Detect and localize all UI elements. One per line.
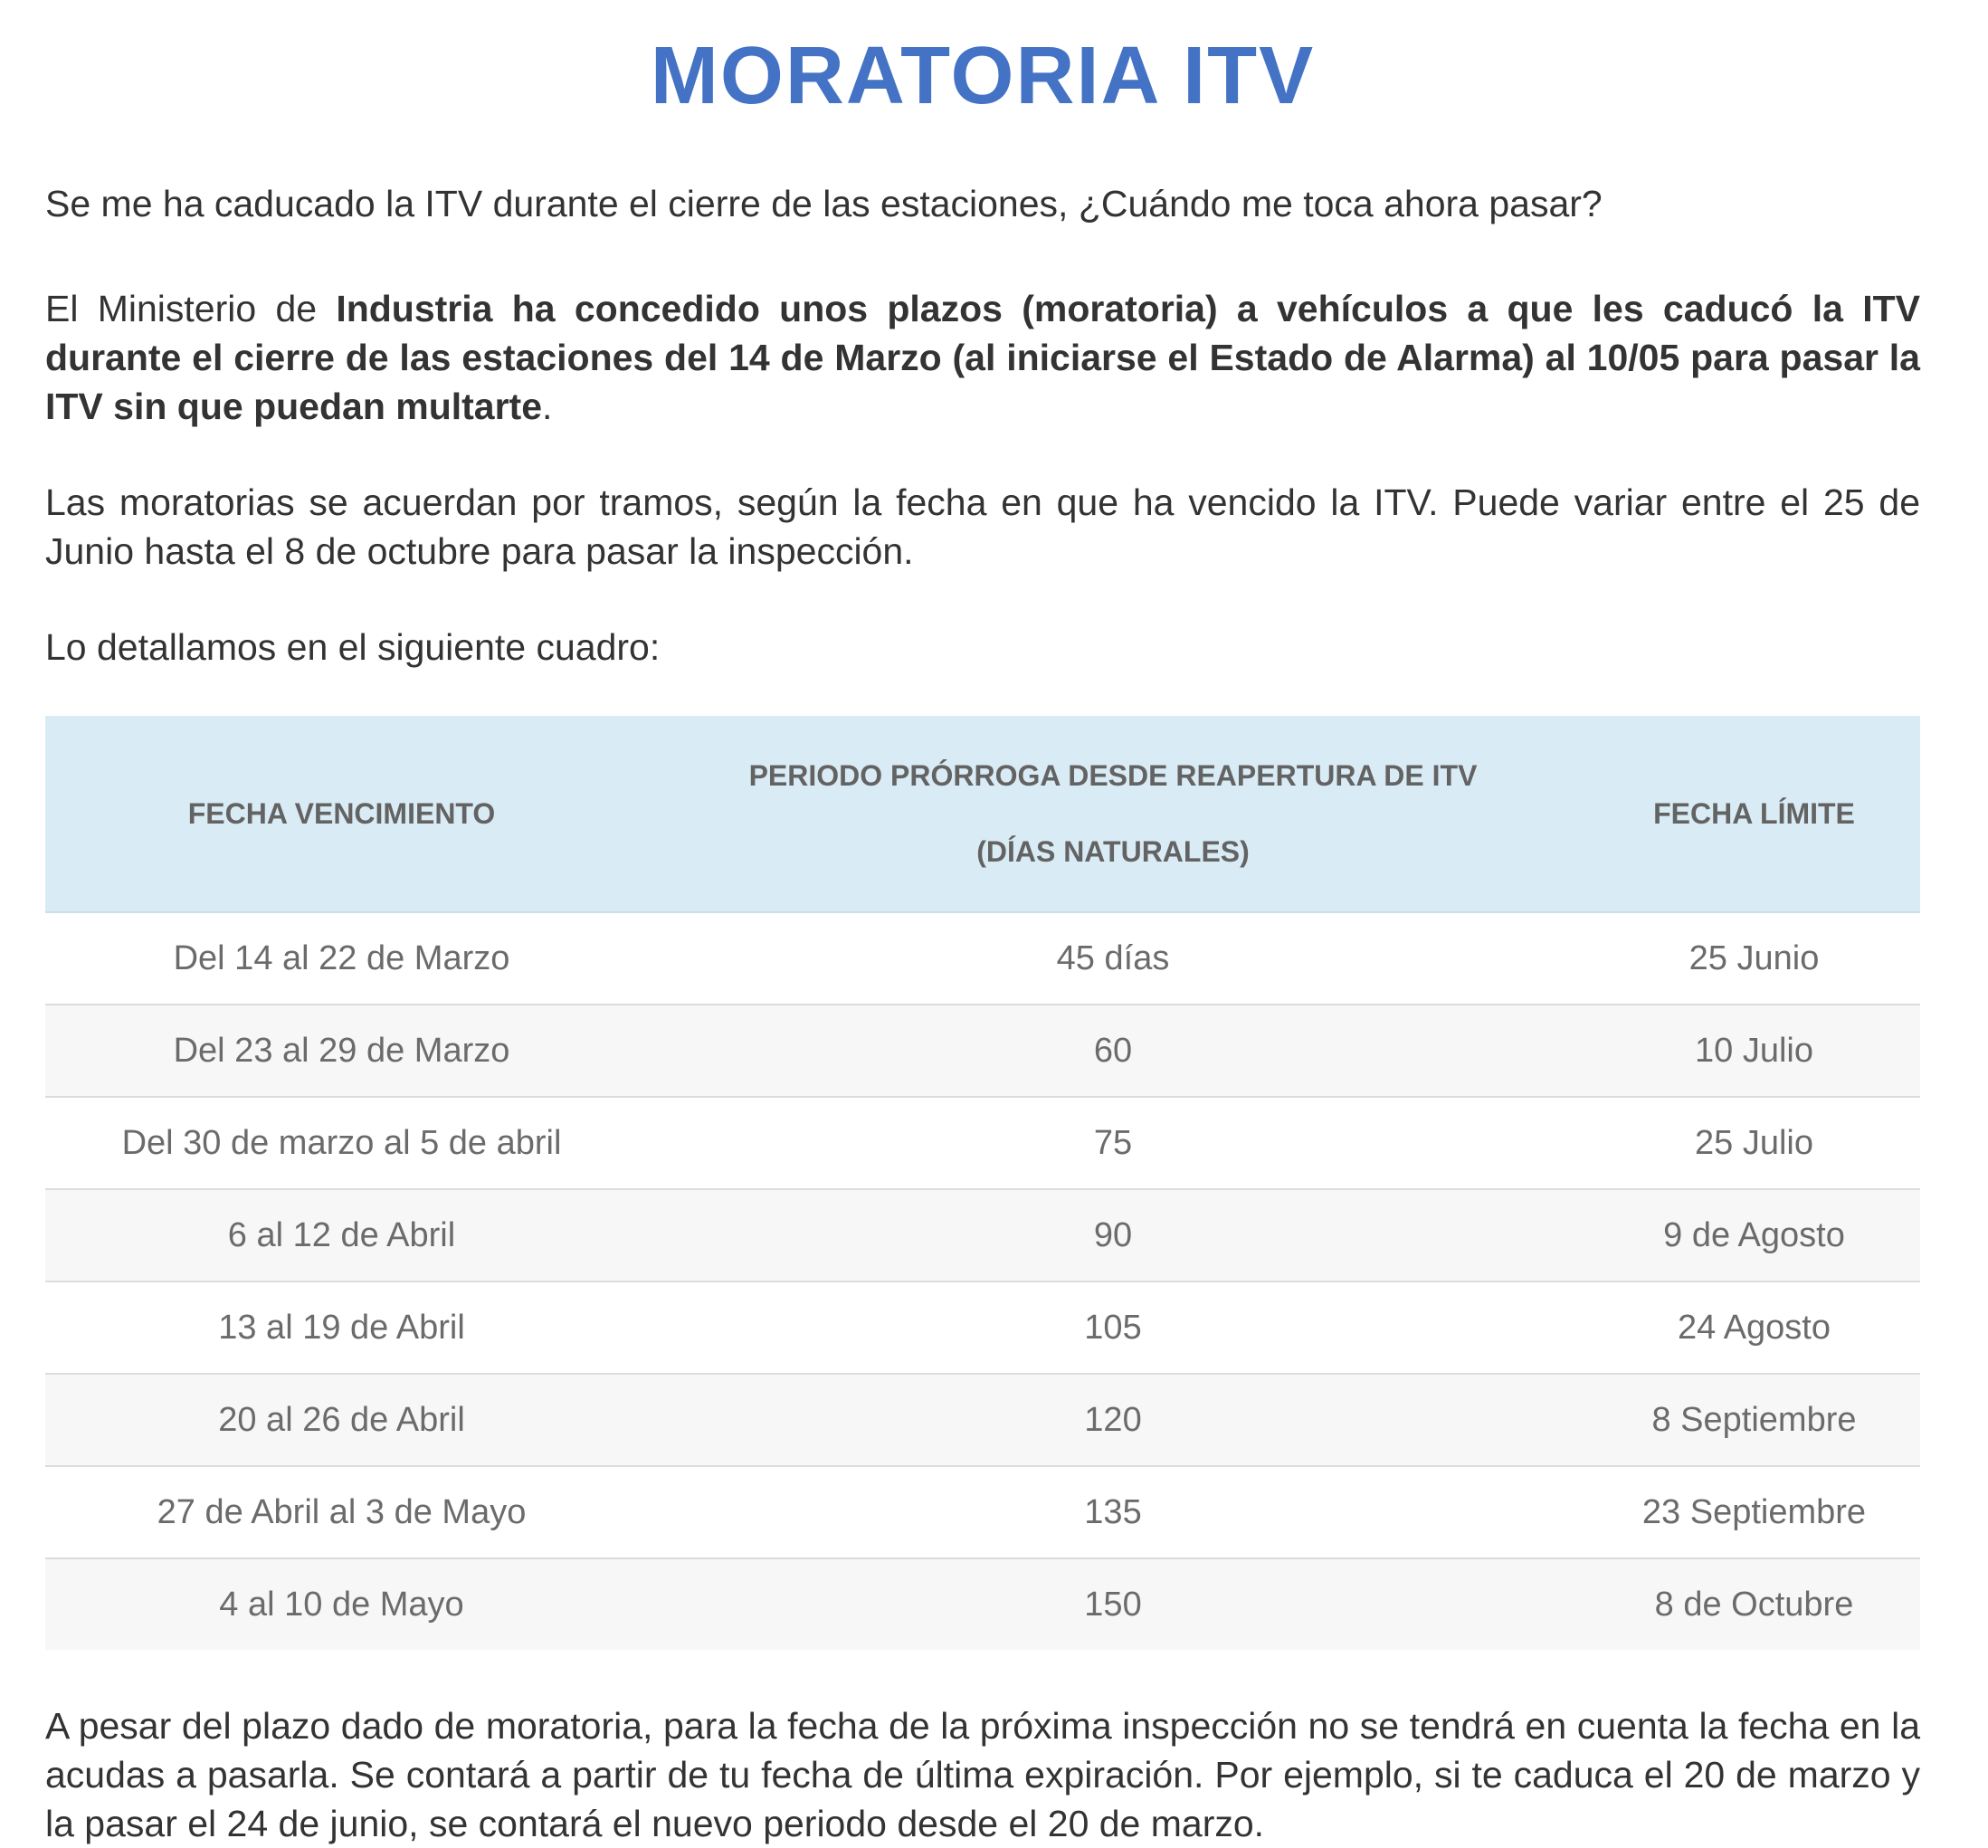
ministry-prefix: El Ministerio de xyxy=(45,288,337,329)
moratoria-table xyxy=(45,716,1920,1650)
closing-paragraph: A pesar del plazo dado de moratoria, para la fecha de la próxima inspección no se tendrá en cuenta la fecha en la acudas a pasarla. Se contará a partir de tu fecha de última expiración. Por ejemplo, si te caduca el 20 de marzo y la pasar el 24 de junio, se contará el nuevo periodo desde el 20 de marzo. xyxy=(45,1705,1920,1844)
cell-limite: 25 Junio xyxy=(1588,912,1920,1005)
cell-vencimiento: 20 al 26 de Abril xyxy=(45,1374,638,1466)
cell-vencimiento: 27 de Abril al 3 de Mayo xyxy=(45,1466,638,1558)
cell-limite: 24 Agosto xyxy=(1588,1281,1920,1374)
tramos-paragraph: Las moratorias se acuerdan por tramos, según la fecha en que ha vencido la ITV. Puede variar entre el 25 de Junio hasta el 8 de octubre para pasar la inspección. xyxy=(45,481,1920,572)
ministry-suffix: . xyxy=(542,386,553,427)
cell-vencimiento: 4 al 10 de Mayo xyxy=(45,1558,638,1650)
cell-limite: 8 de Octubre xyxy=(1588,1558,1920,1650)
table-row xyxy=(45,1374,1920,1466)
cell-periodo: 120 xyxy=(638,1374,1588,1466)
table-row xyxy=(45,1005,1920,1097)
cell-vencimiento: Del 14 al 22 de Marzo xyxy=(45,912,638,1005)
table-header xyxy=(45,716,1920,912)
cell-vencimiento: 6 al 12 de Abril xyxy=(45,1189,638,1281)
cell-vencimiento: Del 30 de marzo al 5 de abril xyxy=(45,1097,638,1189)
cell-limite: 10 Julio xyxy=(1588,1005,1920,1097)
table-row xyxy=(45,1281,1920,1374)
cell-limite: 25 Julio xyxy=(1588,1097,1920,1189)
cell-vencimiento: 13 al 19 de Abril xyxy=(45,1281,638,1374)
ministry-bold-text: Industria ha concedido unos plazos (moratoria) a vehículos a que les caducó la ITV durante el cierre de las estaciones del 14 de Marzo (al iniciarse el Estado de Alarma) al 10/05 para pasar la ITV sin que puedan multarte xyxy=(45,288,1920,427)
header-fecha-limite: FECHA LÍMITE xyxy=(1588,716,1920,912)
table-row xyxy=(45,912,1920,1005)
cell-limite: 23 Septiembre xyxy=(1588,1466,1920,1558)
cell-limite: 8 Septiembre xyxy=(1588,1374,1920,1466)
table-header-row xyxy=(45,716,1920,912)
table-row xyxy=(45,1558,1920,1650)
intro-question: Se me ha caducado la ITV durante el cierre de las estaciones, ¿Cuándo me toca ahora pasar? xyxy=(45,183,1603,224)
table-body xyxy=(45,912,1920,1650)
cell-periodo: 90 xyxy=(638,1189,1588,1281)
cell-periodo: 150 xyxy=(638,1558,1588,1650)
page-title: MORATORIA ITV xyxy=(650,31,1316,121)
header-periodo-line2: (DÍAS NATURALES) xyxy=(976,835,1250,868)
cell-periodo: 45 días xyxy=(638,912,1588,1005)
header-periodo-prorroga xyxy=(638,716,1588,912)
header-fecha-vencimiento: FECHA VENCIMIENTO xyxy=(45,716,638,912)
cell-periodo: 105 xyxy=(638,1281,1588,1374)
cell-limite: 9 de Agosto xyxy=(1588,1189,1920,1281)
table-row xyxy=(45,1466,1920,1558)
cell-periodo: 135 xyxy=(638,1466,1588,1558)
cell-vencimiento: Del 23 al 29 de Marzo xyxy=(45,1005,638,1097)
cell-periodo: 60 xyxy=(638,1005,1588,1097)
header-periodo-line1: PERIODO PRÓRROGA DESDE REAPERTURA DE ITV xyxy=(748,759,1478,792)
table-intro: Lo detallamos en el siguiente cuadro: xyxy=(45,626,661,668)
table-row xyxy=(45,1097,1920,1189)
cell-periodo: 75 xyxy=(638,1097,1588,1189)
ministry-paragraph xyxy=(45,284,1920,431)
table-row xyxy=(45,1189,1920,1281)
